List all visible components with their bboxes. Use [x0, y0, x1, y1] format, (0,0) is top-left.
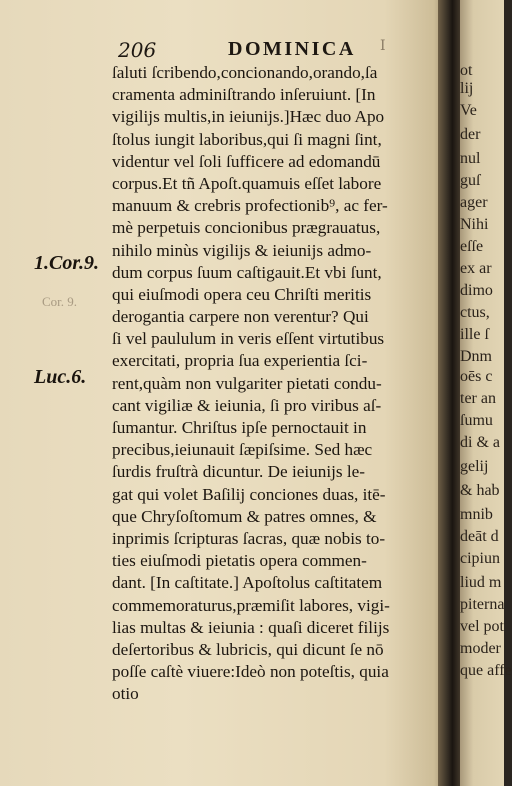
running-title: DOMINICA — [228, 38, 356, 60]
text-line: que Chryſoſtomum & patres omnes, & — [112, 506, 377, 526]
facing-page-line: ille ſ — [460, 326, 489, 343]
page-number: 206 — [118, 38, 157, 62]
body-text — [112, 62, 450, 705]
facing-page-edge — [460, 0, 512, 786]
facing-page-line: nul — [460, 150, 481, 167]
text-line: qui eiuſmodi opera ceu Chriſti meritis — [112, 284, 372, 304]
facing-page-line: ager — [460, 194, 488, 211]
text-line: ſi vel paululum in veris eſſent virtutibus — [112, 329, 385, 349]
text-line: otio — [112, 684, 139, 704]
facing-page-line: Ve — [460, 102, 477, 119]
facing-page-line: Dnm — [460, 348, 492, 365]
facing-page-line: ter an — [460, 390, 496, 407]
facing-page-line: vel pot — [460, 618, 504, 635]
text-line: exercitati, propria ſua experientia ſci- — [112, 351, 368, 371]
text-line: nihilo minùs vigilijs & ieiunijs admo- — [112, 240, 372, 260]
text-line: inprimis ſcripturas ſacras, quæ nobis to- — [112, 528, 386, 548]
facing-page-line: ctus, — [460, 304, 490, 321]
facing-page-line: deāt d — [460, 528, 499, 545]
text-line: ſumantur. Chriſtus ipſe pernoctauit in — [112, 418, 367, 437]
facing-page-line: dimo — [460, 282, 493, 299]
text-line: lias multas & ieiunia : quaſi diceret filijs — [112, 617, 390, 637]
facing-page-line: di & a — [460, 434, 500, 451]
facing-page-line: oēs c — [460, 368, 493, 385]
text-line: poſſe caſtè viuere:Ideò non poteſtis, quia — [112, 662, 389, 682]
facing-page-line: & hab — [460, 482, 500, 499]
running-head-mark: I — [380, 38, 388, 54]
facing-page-line: guſ — [460, 172, 481, 189]
text-line: videntur vel ſoli ſufficere ad edomandū — [112, 151, 381, 171]
text-line: vigilijs multis,in ieiunijs.]Hæc duo Apo — [112, 107, 385, 127]
facing-page-line: Nihi — [460, 216, 489, 233]
text-line: corpus.Et tñ Apoſt.quamuis eſſet labore — [112, 173, 382, 193]
text-line: commemoraturus,præmiſit labores, vigi- — [112, 595, 390, 615]
facing-page-line: cipiun — [460, 550, 500, 567]
text-line: manuum & crebris profectionib⁹, ac fer- — [112, 196, 388, 216]
text-line: ſurdis fruſtrà dicuntur. De ieiunijs le- — [112, 462, 365, 482]
facing-page-line: gelij — [460, 458, 489, 475]
facing-page-line: der — [460, 126, 481, 143]
facing-page-line: ot — [460, 62, 473, 79]
text-line: ties eiuſmodi pietatis opera commen- — [112, 551, 367, 571]
facing-page-line: mnib — [460, 506, 493, 523]
text-line: mè perpetuis concionibus prægrauatus, — [112, 218, 381, 238]
text-line: deſertoribus & lubricis, qui dicunt ſe nō — [112, 639, 384, 659]
text-line: ſaluti ſcribendo,concionando,orando,ſa — [112, 63, 378, 82]
book-gutter — [438, 0, 462, 786]
facing-page-line: eſſe — [460, 238, 484, 255]
facing-page-line: piterna — [460, 596, 505, 613]
marginal-note-1-cor-9: 1.Cor.9. — [34, 252, 100, 274]
marginal-note-luc-6: Luc.6. — [34, 366, 87, 388]
facing-page-line: lij — [460, 80, 474, 97]
text-line: dum corpus ſuum caſtigauit.Et vbi ſunt, — [112, 262, 382, 282]
text-line: derogantia carpere non verentur? Qui — [112, 307, 369, 327]
facing-page-line: ex ar — [460, 260, 492, 277]
text-line: precibus,ieiunauit ſæpiſsime. Sed hæc — [112, 440, 373, 460]
running-head — [118, 38, 418, 62]
text-line: gat qui volet Baſilij conciones duas, itē- — [112, 484, 386, 504]
facing-page-line: liud m — [460, 574, 502, 591]
text-line: cant vigiliæ & ieiunia, ſi pro viribus aſ- — [112, 395, 382, 415]
text-line: dant. [In caſtitate.] Apoſtolus caſtitatem — [112, 573, 383, 593]
text-line: rent,quàm non vulgariter pietati condu- — [112, 373, 382, 393]
facing-page-line: moder — [460, 640, 501, 657]
facing-page-line: que affe — [460, 662, 512, 679]
text-line: cramenta adminiſtrando inſeruiunt. [In — [112, 85, 376, 105]
bleed-through-mark: Cor. 9. — [42, 294, 78, 309]
text-line: ſtolus iungit laboribus,qui ſi magni ſint, — [112, 129, 382, 149]
facing-page-line: ſumu — [460, 412, 493, 429]
